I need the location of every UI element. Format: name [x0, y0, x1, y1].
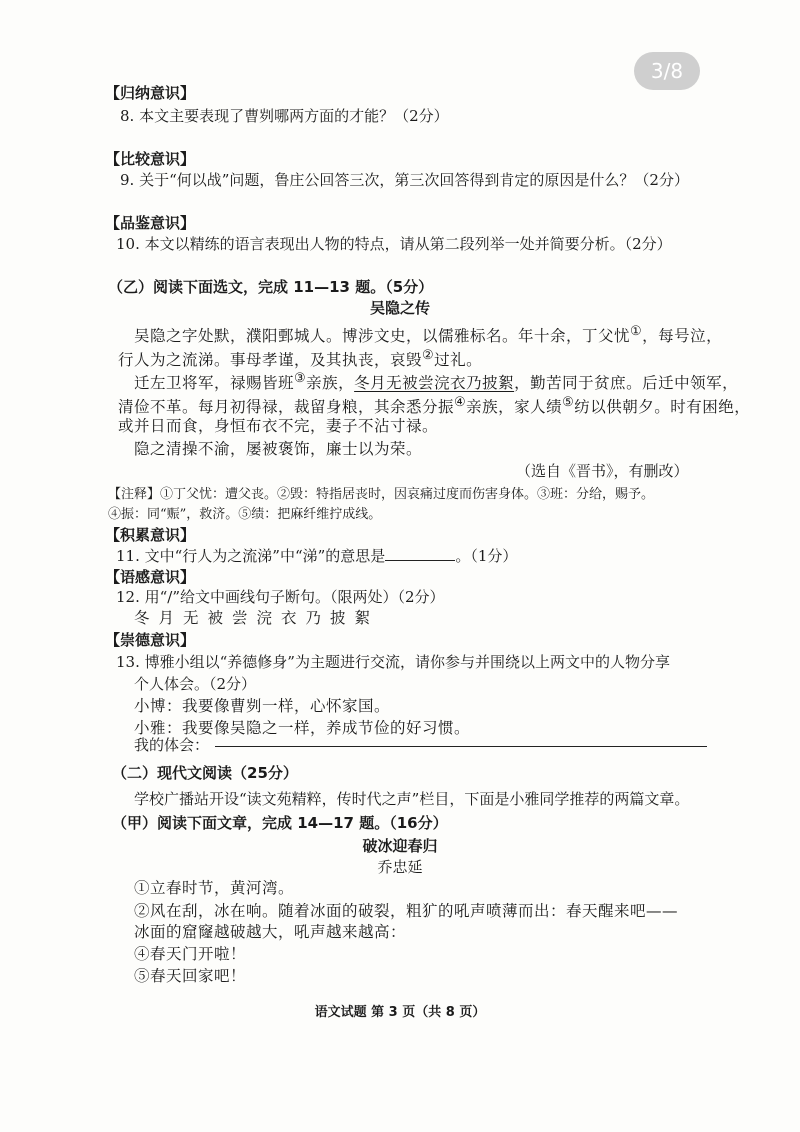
passage-paragraph-2: 迁左卫将军，禄赐皆班③亲族，冬月无被尝浣衣乃披絮，勤苦同于贫庶。后迁中领军， — [134, 371, 739, 393]
answer-line-13[interactable] — [215, 746, 707, 747]
part-jia-intro: （甲）阅读下面文章，完成 14—17 题。（16分） — [112, 814, 448, 832]
question-10: 10. 本文以精练的语言表现出人物的特点，请从第二段列举一处并简要分析。（2分） — [116, 235, 672, 253]
footnote-marker-5: ⑤ — [562, 395, 575, 410]
section-heading-chongde: 【崇德意识】 — [105, 631, 196, 649]
part-yi-intro: （乙）阅读下面选文，完成 11—13 题。（5分） — [108, 278, 434, 296]
passage-paragraph-2-cont: 清俭不革。每月初得禄，裁留身粮，其余悉分振④亲族，家人绩⑤纺以供朝夕。时有困绝， — [118, 395, 751, 417]
passage-source: （选自《晋书》，有删改） — [516, 462, 689, 480]
passage-jia-line-4: ④春天门开啦！ — [134, 945, 247, 963]
passage-jia-line-1: ①立春时节，黄河湾。 — [134, 879, 295, 897]
page-footer: 语文试题 第 3 页（共 8 页） — [314, 1005, 486, 1020]
passage-paragraph-1-cont: 行人为之流涕。事母孝谨，及其执丧，哀毁②过礼。 — [118, 348, 483, 370]
my-experience-label: 我的体会： — [134, 736, 210, 754]
section-heading-guina: 【归纳意识】 — [105, 84, 196, 102]
passage-title-wuyinzhi: 吴隐之传 — [369, 299, 430, 317]
answer-blank-11[interactable] — [385, 546, 455, 561]
question-13: 13. 博雅小组以“养德修身”为主题进行交流，请你参与并围绕以上两文中的人物分享 — [116, 653, 670, 671]
passage-paragraph-3: 隐之清操不渝，屡被褒饰，廉士以为荣。 — [134, 440, 423, 458]
passage-jia-line-2: ②风在刮，冰在响。随着冰面的破裂，粗犷的吼声喷薄而出：春天醒来吧—— — [134, 902, 679, 920]
passage-paragraph-2-end: 或并日而食，身恒布衣不完，妻子不沾寸禄。 — [118, 417, 439, 435]
question-11: 11. 文中“行人为之流涕”中“涕”的意思是 。（1分） — [116, 547, 518, 565]
section-heading-yugan: 【语感意识】 — [105, 568, 196, 586]
passage-jia-line-3: 冰面的窟窿越破越大，吼声越来越高： — [134, 923, 407, 941]
passage-jia-line-5: ⑤春天回家吧！ — [134, 967, 247, 985]
question-8: 8. 本文主要表现了曹刿哪两方面的才能？（2分） — [120, 107, 449, 125]
section-heading-pinjian: 【品鉴意识】 — [105, 214, 196, 232]
footnote-marker-3: ③ — [294, 371, 307, 386]
dialogue-xiaoya: 小雅：我要像吴隐之一样，养成节俭的好习惯。 — [134, 719, 471, 737]
section-heading-jilei: 【积累意识】 — [105, 526, 196, 544]
question-13-cont: 个人体会。（2分） — [134, 675, 257, 693]
annotation-line-2: ④振：同“赈”，救济。⑤绩：把麻纤维拧成线。 — [108, 507, 382, 522]
dialogue-xiaobo: 小博：我要像曹刿一样，心怀家国。 — [134, 697, 391, 715]
annotation-line-1: 【注释】①丁父忧：遭父丧。②毁：特指居丧时，因哀痛过度而伤害身体。③班：分给，赐予。 — [108, 487, 655, 502]
part-er-heading: （二）现代文阅读（25分） — [112, 764, 298, 782]
passage-title-pobing: 破冰迎春归 — [362, 837, 438, 855]
passage-author: 乔忠延 — [377, 858, 423, 876]
question-12: 12. 用“/”给文中画线句子断句。（限两处）（2分） — [116, 588, 445, 606]
section-heading-bijiao: 【比较意识】 — [105, 150, 196, 168]
question-9: 9. 关于“何以战”问题，鲁庄公回答三次，第三次回答得到肯定的原因是什么？（2分） — [120, 171, 689, 189]
sentence-to-segment[interactable]: 冬月无被尝浣衣乃披絮 — [134, 609, 380, 627]
underlined-sentence: 冬月无被尝浣衣乃披絮 — [354, 374, 515, 393]
footnote-marker-4: ④ — [454, 395, 467, 410]
passage-paragraph-1: 吴隐之字处默，濮阳鄄城人。博涉文史，以儒雅标名。年十余，丁父忧①，每号泣， — [134, 324, 723, 346]
footnote-marker-2: ② — [422, 348, 435, 363]
part-er-intro: 学校广播站开设“读文苑精粹，传时代之声”栏目，下面是小雅同学推荐的两篇文章。 — [134, 790, 690, 808]
page-indicator-badge: 3/8 — [634, 52, 700, 90]
footnote-marker-1: ① — [630, 324, 643, 339]
